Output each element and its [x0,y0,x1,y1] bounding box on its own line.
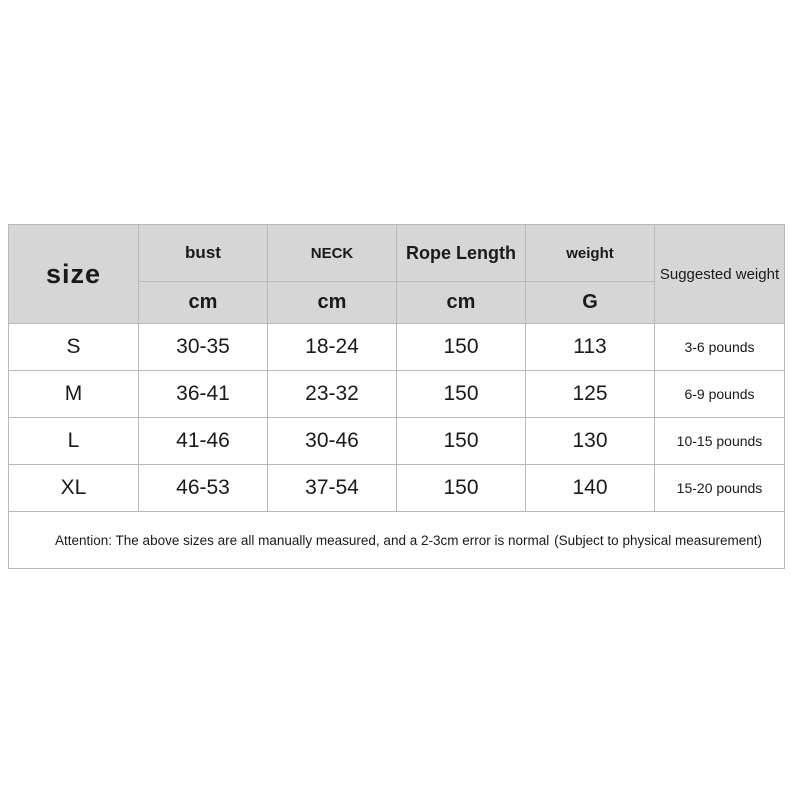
header-neck: NECK [268,225,397,282]
size-table [8,224,785,569]
row-size-m: M [9,371,139,418]
table-row [9,324,785,371]
row-size-s: S [9,324,139,371]
header-corner-size: size [9,225,139,324]
header-bust: bust [139,225,268,282]
footer-note-cell [9,512,785,569]
cell-bust: 30-35 [139,324,268,371]
cell-neck: 30-46 [268,418,397,465]
table-row [9,465,785,512]
cell-suggested: 6-9 pounds [655,371,785,418]
cell-bust: 36-41 [139,371,268,418]
unit-bust: cm [139,282,268,324]
unit-weight: G [526,282,655,324]
table-footer-row [9,512,785,569]
cell-bust: 41-46 [139,418,268,465]
cell-suggested: 15-20 pounds [655,465,785,512]
cell-suggested: 3-6 pounds [655,324,785,371]
row-size-xl: XL [9,465,139,512]
cell-weight: 140 [526,465,655,512]
table-row [9,418,785,465]
cell-rope: 150 [397,418,526,465]
cell-weight: 113 [526,324,655,371]
cell-bust: 46-53 [139,465,268,512]
size-chart [8,224,784,569]
cell-suggested: 10-15 pounds [655,418,785,465]
table-header-row-titles [9,225,785,282]
cell-neck: 18-24 [268,324,397,371]
table-row [9,371,785,418]
cell-rope: 150 [397,371,526,418]
cell-neck: 23-32 [268,371,397,418]
cell-rope: 150 [397,465,526,512]
cell-neck: 37-54 [268,465,397,512]
unit-rope-length: cm [397,282,526,324]
footer-subject-text: (Subject to physical measurement) [554,532,762,548]
header-suggested-weight: Suggested weight [655,225,785,324]
unit-neck: cm [268,282,397,324]
row-size-l: L [9,418,139,465]
footer-attention-text: Attention: The above sizes are all manually measured, and a 2-3cm error is normal [55,532,550,548]
cell-weight: 130 [526,418,655,465]
header-weight: weight [526,225,655,282]
cell-rope: 150 [397,324,526,371]
header-rope-length: Rope Length [397,225,526,282]
cell-weight: 125 [526,371,655,418]
